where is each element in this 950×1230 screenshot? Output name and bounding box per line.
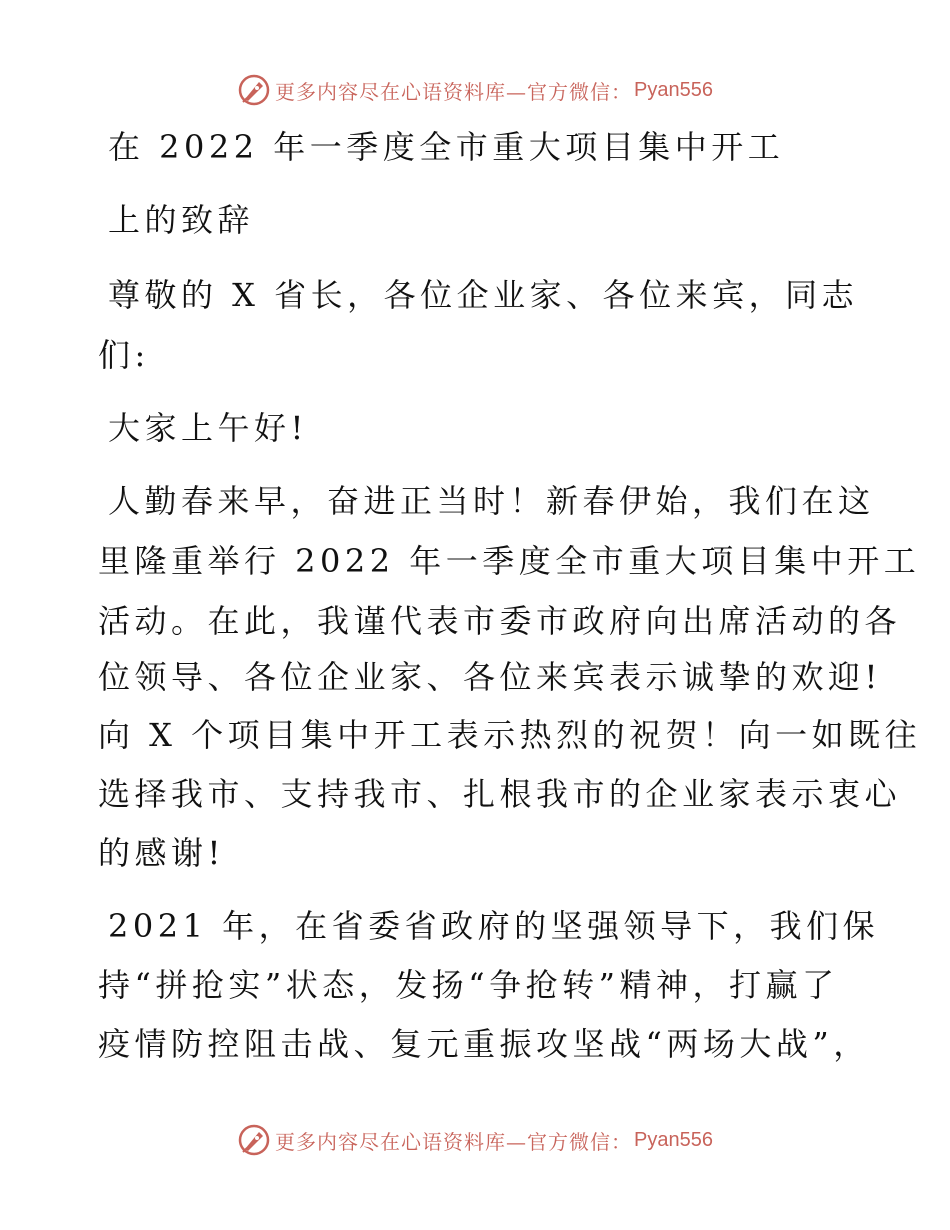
- paragraph-1-line: 位领导、各位企业家、各位来宾表示诚挚的欢迎!: [98, 658, 882, 696]
- greeting: 大家上午好!: [108, 409, 308, 447]
- pen-nib-logo-icon: [237, 73, 271, 107]
- pen-nib-logo-icon: [237, 1123, 271, 1157]
- paragraph-1-line: 的感谢!: [98, 834, 225, 872]
- paragraph-2-line: 疫情防控阻击战、复元重振攻坚战“两场大战”，: [98, 1025, 870, 1063]
- footer-banner-text: 更多内容尽在心语资料库—官方微信：: [275, 1129, 633, 1154]
- paragraph-1-line: 向 X 个项目集中开工表示热烈的祝贺！向一如既往: [98, 716, 922, 754]
- salutation-line-2: 们:: [98, 336, 150, 374]
- footer-banner-wechat-id: Pyan556: [634, 1128, 713, 1151]
- salutation-line-1: 尊敬的 X 省长，各位企业家、各位来宾，同志: [108, 276, 859, 314]
- footer-banner: [0, 1120, 950, 1160]
- title-line-1: 在 2022 年一季度全市重大项目集中开工: [108, 128, 785, 166]
- header-banner-wechat-id: Pyan556: [634, 78, 713, 101]
- paragraph-2-line: 持“拼抢实”状态，发扬“争抢转”精神，打赢了: [98, 966, 839, 1004]
- header-banner: [0, 70, 950, 110]
- paragraph-1-line: 人勤春来早，奋进正当时！新春伊始，我们在这: [108, 482, 875, 520]
- header-banner-text: 更多内容尽在心语资料库—官方微信：: [275, 79, 633, 104]
- paragraph-1-line: 活动。在此，我谨代表市委市政府向出席活动的各: [98, 602, 902, 640]
- paragraph-1-line: 选择我市、支持我市、扎根我市的企业家表示衷心: [98, 775, 902, 813]
- title-line-2: 上的致辞: [108, 201, 255, 239]
- paragraph-1-line: 里隆重举行 2022 年一季度全市重大项目集中开工: [98, 542, 921, 580]
- paragraph-2-line: 2021 年，在省委省政府的坚强领导下，我们保: [108, 907, 880, 945]
